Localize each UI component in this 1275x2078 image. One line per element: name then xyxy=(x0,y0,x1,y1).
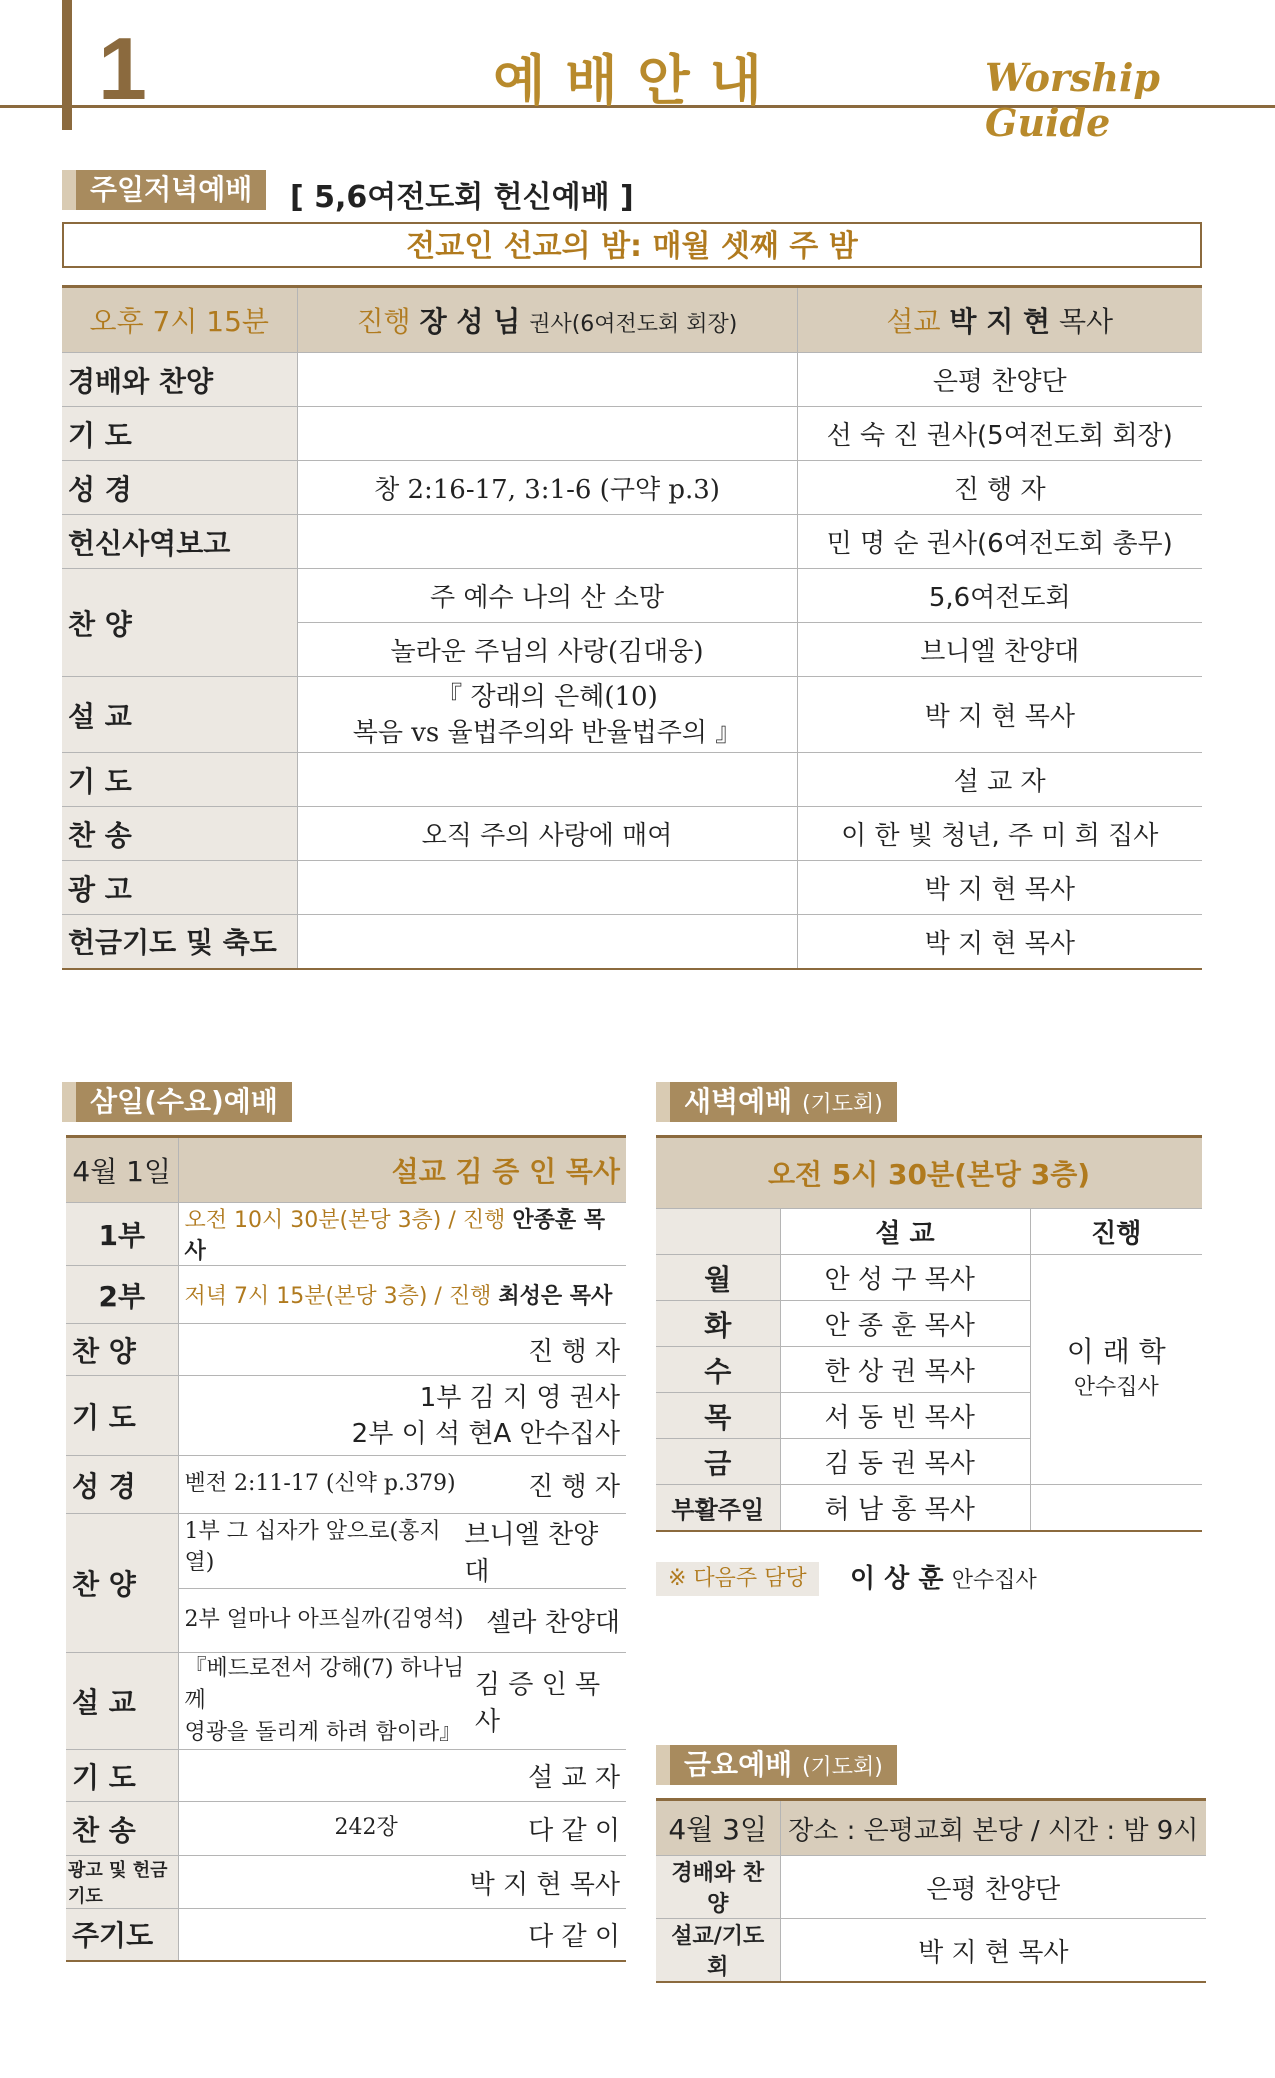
row-person: 은평 찬양단 xyxy=(797,353,1202,407)
row-label: 경배와 찬양 xyxy=(62,353,297,407)
table-row xyxy=(66,1376,626,1456)
row-label: 기 도 xyxy=(66,1750,178,1802)
wednesday-date: 4월 1일 xyxy=(66,1137,178,1203)
page-subtitle: Worship Guide xyxy=(985,55,1160,145)
row-person: 진 행 자 xyxy=(797,461,1202,515)
next-week-name: 이 상 훈 xyxy=(850,1564,944,1594)
row-person: 박 지 현 목사 xyxy=(797,861,1202,915)
table-row xyxy=(62,515,1202,569)
wednesday-table xyxy=(66,1135,626,1962)
part2-label: 2부 xyxy=(66,1266,178,1324)
day-preacher: 안 성 구 목사 xyxy=(780,1255,1030,1301)
prayer-part2: 2부 이 석 현A 안수집사 xyxy=(351,1418,620,1449)
row-content: 242장 xyxy=(334,1815,398,1840)
sunday-banner: 전교인 선교의 밤: 매월 셋째 주 밤 xyxy=(62,222,1202,268)
part1-info: 오전 10시 30분(본당 3층) / 진행 안종훈 목사 xyxy=(178,1203,626,1266)
table-row xyxy=(656,1919,1206,1983)
wednesday-header-row xyxy=(66,1137,626,1203)
row-label: 설 교 xyxy=(62,677,297,753)
sunday-tag: 주일저녁예배 xyxy=(62,170,266,210)
table-row xyxy=(66,1750,626,1802)
blank-cell xyxy=(1030,1485,1202,1531)
dawn-table xyxy=(656,1135,1202,1532)
row-person: 5,6여전도회 xyxy=(797,569,1202,623)
row-person: 브니엘 찬양대 xyxy=(797,623,1202,677)
row-person: 진 행 자 xyxy=(178,1324,626,1376)
row-content xyxy=(185,1653,475,1749)
table-row xyxy=(66,1856,626,1909)
row-label: 기 도 xyxy=(66,1376,178,1456)
table-row xyxy=(62,461,1202,515)
row-label: 설교/기도회 xyxy=(656,1919,780,1983)
day-label: 부활주일 xyxy=(656,1485,780,1531)
row-label: 찬 송 xyxy=(62,807,297,861)
part1-name: 안종훈 목사 xyxy=(184,1208,605,1264)
day-label: 월 xyxy=(656,1255,780,1301)
sunday-header-row xyxy=(62,287,1202,353)
part2-lead: 진행 xyxy=(448,1284,492,1309)
row-label: 헌금기도 및 축도 xyxy=(62,915,297,969)
leader-name: 이 래 학 xyxy=(1066,1334,1166,1368)
table-row xyxy=(62,915,1202,969)
table-row xyxy=(62,861,1202,915)
table-row xyxy=(66,1324,626,1376)
row-content xyxy=(297,353,797,407)
friday-header-row xyxy=(656,1800,1206,1856)
sunday-time: 오후 7시 15분 xyxy=(62,287,297,353)
part2-time: 저녁 7시 15분(본당 3층) xyxy=(184,1284,428,1309)
table-row xyxy=(656,1255,1202,1301)
prayer-part1: 1부 김 지 영 권사 xyxy=(419,1382,620,1413)
row-content xyxy=(297,515,797,569)
table-row xyxy=(62,569,1202,623)
friday-date: 4월 3일 xyxy=(656,1800,780,1856)
friday-tag-label: 금요예배 xyxy=(684,1748,793,1781)
table-row xyxy=(66,1266,626,1324)
row-person: 박 지 현 목사 xyxy=(780,1919,1206,1983)
row-person xyxy=(178,1376,626,1456)
row-person: 김 증 인 목사 xyxy=(474,1670,601,1737)
row-cell xyxy=(178,1589,626,1653)
day-preacher: 한 상 권 목사 xyxy=(780,1347,1030,1393)
wednesday-preacher: 설교 김 증 인 목사 xyxy=(178,1137,626,1203)
dawn-time: 오전 5시 30분(본당 3층) xyxy=(656,1137,1202,1209)
sermon-line1: 『베드로전서 강해(7) 하나님께 xyxy=(184,1656,465,1713)
row-person: 진 행 자 xyxy=(528,1472,620,1502)
row-label: 성 경 xyxy=(66,1456,178,1514)
row-person: 은평 찬양단 xyxy=(780,1856,1206,1919)
col-lead: 진행 xyxy=(1030,1209,1202,1255)
day-label: 수 xyxy=(656,1347,780,1393)
next-week-label: ※ 다음주 담당 xyxy=(656,1562,819,1596)
sermon-title-line1: 『 장래의 은혜(10) xyxy=(436,681,658,712)
dawn-tag-label: 새벽예배 xyxy=(684,1085,793,1118)
row-content: 벧전 2:11-17 (신약 p.379) xyxy=(184,1471,456,1496)
row-label: 광고 및 헌금기도 xyxy=(66,1856,178,1909)
dawn-tag xyxy=(656,1082,897,1122)
table-row xyxy=(66,1802,626,1856)
row-person: 다 같 이 xyxy=(178,1909,626,1961)
dawn-col-header xyxy=(656,1209,1202,1255)
table-row xyxy=(62,753,1202,807)
part1-lead: 진행 xyxy=(462,1208,506,1233)
leader-role: 안수집사 xyxy=(1073,1374,1159,1400)
table-row xyxy=(66,1456,626,1514)
table-row xyxy=(62,353,1202,407)
table-row xyxy=(62,807,1202,861)
table-row xyxy=(656,1485,1202,1531)
row-person: 셀라 찬양대 xyxy=(486,1608,620,1638)
row-content xyxy=(297,915,797,969)
row-label: 기 도 xyxy=(62,753,297,807)
next-week-person xyxy=(850,1562,1037,1596)
row-label: 기 도 xyxy=(62,407,297,461)
day-preacher: 서 동 빈 목사 xyxy=(780,1393,1030,1439)
friday-tag-small: (기도회) xyxy=(801,1755,883,1780)
day-label: 화 xyxy=(656,1301,780,1347)
row-label: 헌신사역보고 xyxy=(62,515,297,569)
row-content: 2부 얼마나 아프실까(김영석) xyxy=(184,1607,464,1632)
page-title: 예배안내 xyxy=(493,49,782,112)
row-label: 찬 양 xyxy=(66,1514,178,1653)
sermon-title-line2: 복음 vs 율법주의와 반율법주의 』 xyxy=(352,717,742,748)
row-content: 오직 주의 사랑에 매여 xyxy=(297,807,797,861)
part2-name: 최성은 목사 xyxy=(498,1284,613,1309)
row-label: 찬 양 xyxy=(62,569,297,677)
day-preacher: 김 동 권 목사 xyxy=(780,1439,1030,1485)
part1-time: 오전 10시 30분(본당 3층) xyxy=(184,1208,442,1233)
row-content: 놀라운 주님의 사랑(김대웅) xyxy=(297,623,797,677)
row-content: 1부 그 십자가 앞으로(홍지열) xyxy=(184,1519,441,1575)
table-row xyxy=(656,1856,1206,1919)
page-number: 1 xyxy=(98,19,147,118)
day-preacher: 허 남 홍 목사 xyxy=(780,1485,1030,1531)
row-label: 찬 송 xyxy=(66,1802,178,1856)
row-person: 박 지 현 목사 xyxy=(797,915,1202,969)
row-person: 다 같 이 xyxy=(528,1816,620,1846)
blank-cell xyxy=(656,1209,780,1255)
sunday-table xyxy=(62,285,1202,970)
preacher-label: 설교 xyxy=(886,305,941,338)
row-person: 선 숙 진 권사(5여전도회 회장) xyxy=(797,407,1202,461)
row-label: 광 고 xyxy=(62,861,297,915)
sunday-preacher xyxy=(797,287,1202,353)
table-row xyxy=(62,407,1202,461)
col-sermon: 설 교 xyxy=(780,1209,1030,1255)
table-row xyxy=(66,1653,626,1750)
friday-tag xyxy=(656,1745,897,1785)
part2-info: 저녁 7시 15분(본당 3층) / 진행 최성은 목사 xyxy=(178,1266,626,1324)
day-label: 목 xyxy=(656,1393,780,1439)
row-person: 설 교 자 xyxy=(797,753,1202,807)
sermon-line2: 영광을 돌리게 하려 함이라』 xyxy=(184,1720,462,1745)
day-preacher: 안 종 훈 목사 xyxy=(780,1301,1030,1347)
table-row xyxy=(62,677,1202,753)
table-row xyxy=(66,1203,626,1266)
sunday-leader xyxy=(297,287,797,353)
row-label: 경배와 찬양 xyxy=(656,1856,780,1919)
preacher-name: 박 지 현 xyxy=(949,305,1051,338)
row-person: 박 지 현 목사 xyxy=(797,677,1202,753)
row-person: 박 지 현 목사 xyxy=(178,1856,626,1909)
dawn-tag-small: (기도회) xyxy=(801,1092,883,1117)
dawn-leader xyxy=(1030,1255,1202,1485)
next-week-role: 안수집사 xyxy=(951,1568,1037,1593)
row-person: 민 명 순 권사(6여전도회 총무) xyxy=(797,515,1202,569)
row-label: 설 교 xyxy=(66,1653,178,1750)
row-person: 설 교 자 xyxy=(178,1750,626,1802)
row-person: 이 한 빛 청년, 주 미 희 집사 xyxy=(797,807,1202,861)
part1-label: 1부 xyxy=(66,1203,178,1266)
row-person: 브니엘 찬양대 xyxy=(464,1520,599,1587)
row-label: 주기도 xyxy=(66,1909,178,1961)
row-cell xyxy=(178,1802,626,1856)
preacher-role: 목사 xyxy=(1058,305,1114,338)
friday-info: 장소 : 은평교회 본당 / 시간 : 밤 9시 xyxy=(780,1800,1206,1856)
row-cell xyxy=(178,1456,626,1514)
row-content: 창 2:16-17, 3:1-6 (구약 p.3) xyxy=(297,461,797,515)
row-content xyxy=(297,753,797,807)
row-label: 찬 양 xyxy=(66,1324,178,1376)
friday-table xyxy=(656,1798,1206,1983)
leader-label: 진행 xyxy=(356,305,411,338)
dawn-header-row xyxy=(656,1137,1202,1209)
table-row xyxy=(66,1514,626,1589)
table-row xyxy=(66,1909,626,1961)
leader-role: 권사(6여전도회 회장) xyxy=(529,312,738,337)
day-label: 금 xyxy=(656,1439,780,1485)
row-cell xyxy=(178,1653,626,1750)
sunday-theme: [ 5,6여전도회 헌신예배 ] xyxy=(290,180,634,215)
row-content: 주 예수 나의 산 소망 xyxy=(297,569,797,623)
row-cell xyxy=(178,1514,626,1589)
row-label: 성 경 xyxy=(62,461,297,515)
row-content xyxy=(297,677,797,753)
wednesday-tag: 삼일(수요)예배 xyxy=(62,1082,292,1122)
leader-name: 장 성 님 xyxy=(419,305,521,338)
row-content xyxy=(297,407,797,461)
row-content xyxy=(297,861,797,915)
